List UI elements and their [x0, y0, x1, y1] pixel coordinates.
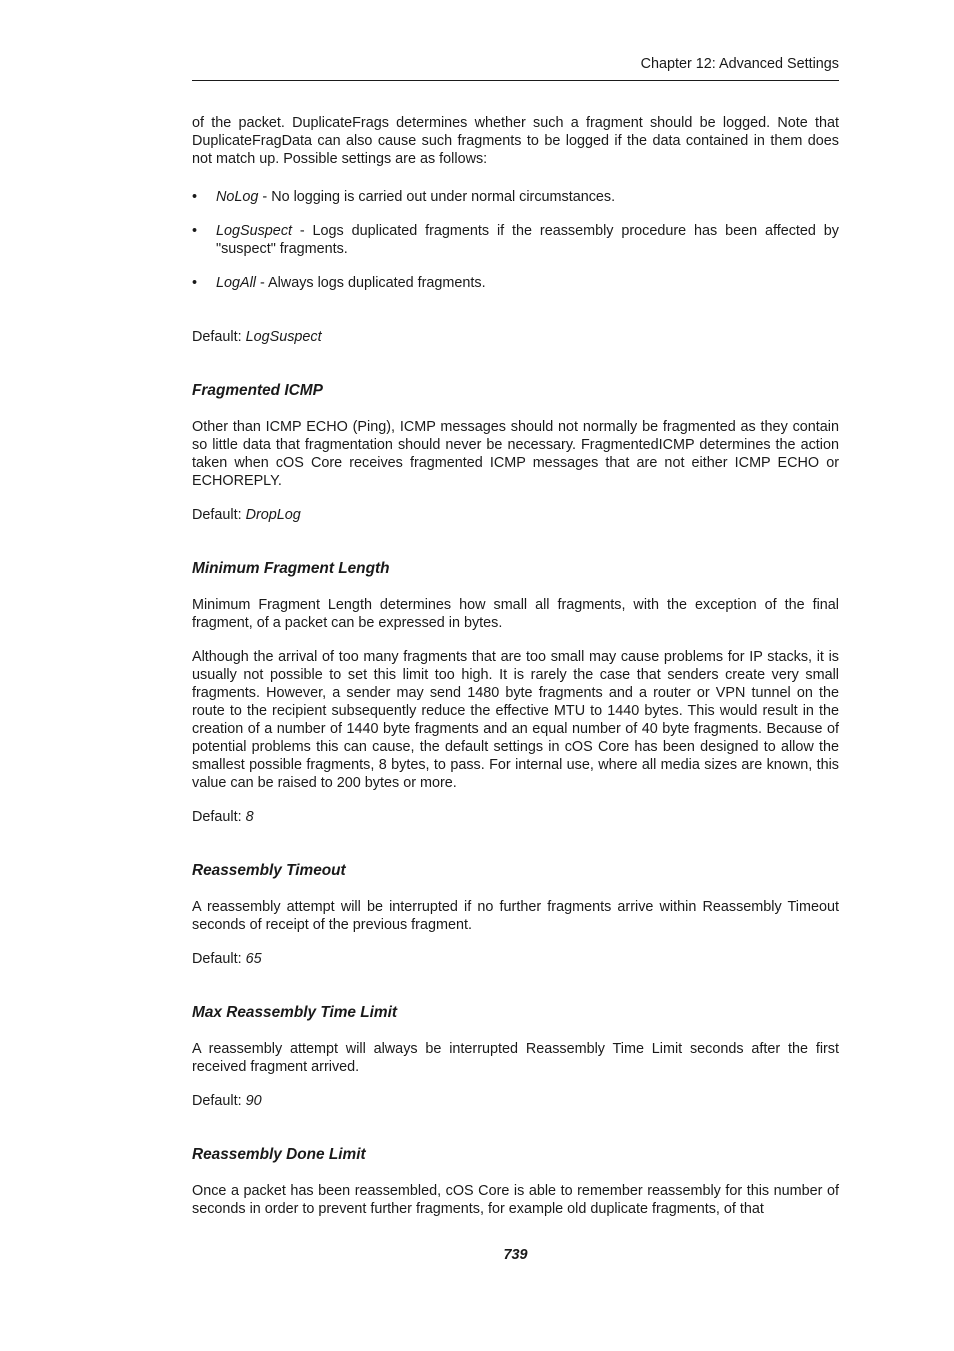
section-paragraph: A reassembly attempt will always be interrupted Reassembly Time Limit seconds after the first received fragment arrived. [192, 1041, 839, 1075]
section-paragraph: Minimum Fragment Length determines how small all fragments, with the exception of the final fragment, of a packet can be expressed in bytes. [192, 597, 839, 631]
list-item [192, 274, 839, 292]
default-line [192, 808, 839, 826]
intro-paragraph: of the packet. DuplicateFrags determines whether such a fragment should be logged. Note that DuplicateFragData can also cause such fragments to be logged if the data contained in them does not match up. Possible settings are as follows: [192, 115, 839, 167]
default-label: Default: [192, 1093, 246, 1109]
default-value: 65 [245, 951, 262, 967]
default-label: Default: [192, 507, 246, 523]
default-line [192, 328, 839, 346]
default-value: 8 [245, 809, 254, 825]
default-value: 90 [245, 1093, 262, 1109]
list-item [192, 222, 839, 258]
section-paragraph: A reassembly attempt will be interrupted if no further fragments arrive within Reassembly Timeout seconds of receipt of the previous fragment. [192, 899, 839, 933]
bullet-icon: • [192, 275, 198, 291]
section-heading: Minimum Fragment Length [192, 560, 390, 577]
section-heading: Fragmented ICMP [192, 382, 323, 399]
default-line [192, 506, 839, 524]
default-label: Default: [192, 951, 246, 967]
section-heading: Max Reassembly Time Limit [192, 1004, 398, 1021]
option-description: - Always logs duplicated fragments. [256, 275, 486, 291]
option-name: LogAll [216, 275, 257, 291]
option-description: - No logging is carried out under normal circumstances. [258, 189, 616, 205]
settings-list [192, 188, 839, 292]
page-header [192, 55, 839, 74]
default-line [192, 1092, 839, 1110]
default-value: LogSuspect [245, 329, 322, 345]
bullet-icon: • [192, 223, 198, 239]
page-number: 739 [503, 1247, 528, 1263]
default-line [192, 950, 839, 968]
option-description: - Logs duplicated fragments if the reassembly procedure has been affected by "suspect" fragments. [216, 223, 839, 257]
option-name: LogSuspect [216, 223, 293, 239]
option-name: NoLog [216, 189, 259, 205]
section-heading: Reassembly Done Limit [192, 1146, 366, 1163]
page-content [192, 114, 839, 1234]
default-value: DropLog [245, 507, 301, 523]
header-divider [192, 80, 839, 81]
chapter-title: Chapter 12: Advanced Settings [640, 56, 839, 72]
bullet-icon: • [192, 189, 198, 205]
section-paragraph: Although the arrival of too many fragments that are too small may cause problems for IP stacks, it is usually not possible to set this limit too high. It is rarely the case that senders create very small fragments. However, a sender may send 1480 byte fragments and a router or VPN tunnel on the route to the recipient subsequently reduce the effective MTU to 1440 bytes. This would result in the creation of a number of 1440 byte fragments and an equal number of 40 byte fragments. Because of potential problems this can cause, the default settings in cOS Core has been designed to allow the smallest possible fragments, 8 bytes, to pass. For internal use, where all media sizes are known, this value can be raised to 200 bytes or more. [192, 649, 839, 791]
default-label: Default: [192, 809, 246, 825]
list-item [192, 188, 839, 206]
section-paragraph: Once a packet has been reassembled, cOS Core is able to remember reassembly for this number of seconds in order to prevent further fragments, for example old duplicate fragments, of that [192, 1183, 839, 1217]
section-paragraph: Other than ICMP ECHO (Ping), ICMP messages should not normally be fragmented as they contain so little data that fragmentation should never be necessary. FragmentedICMP determines the action taken when cOS Core receives fragmented ICMP messages that are not either ICMP ECHO or ECHOREPLY. [192, 419, 839, 489]
default-label: Default: [192, 329, 246, 345]
section-heading: Reassembly Timeout [192, 862, 346, 879]
